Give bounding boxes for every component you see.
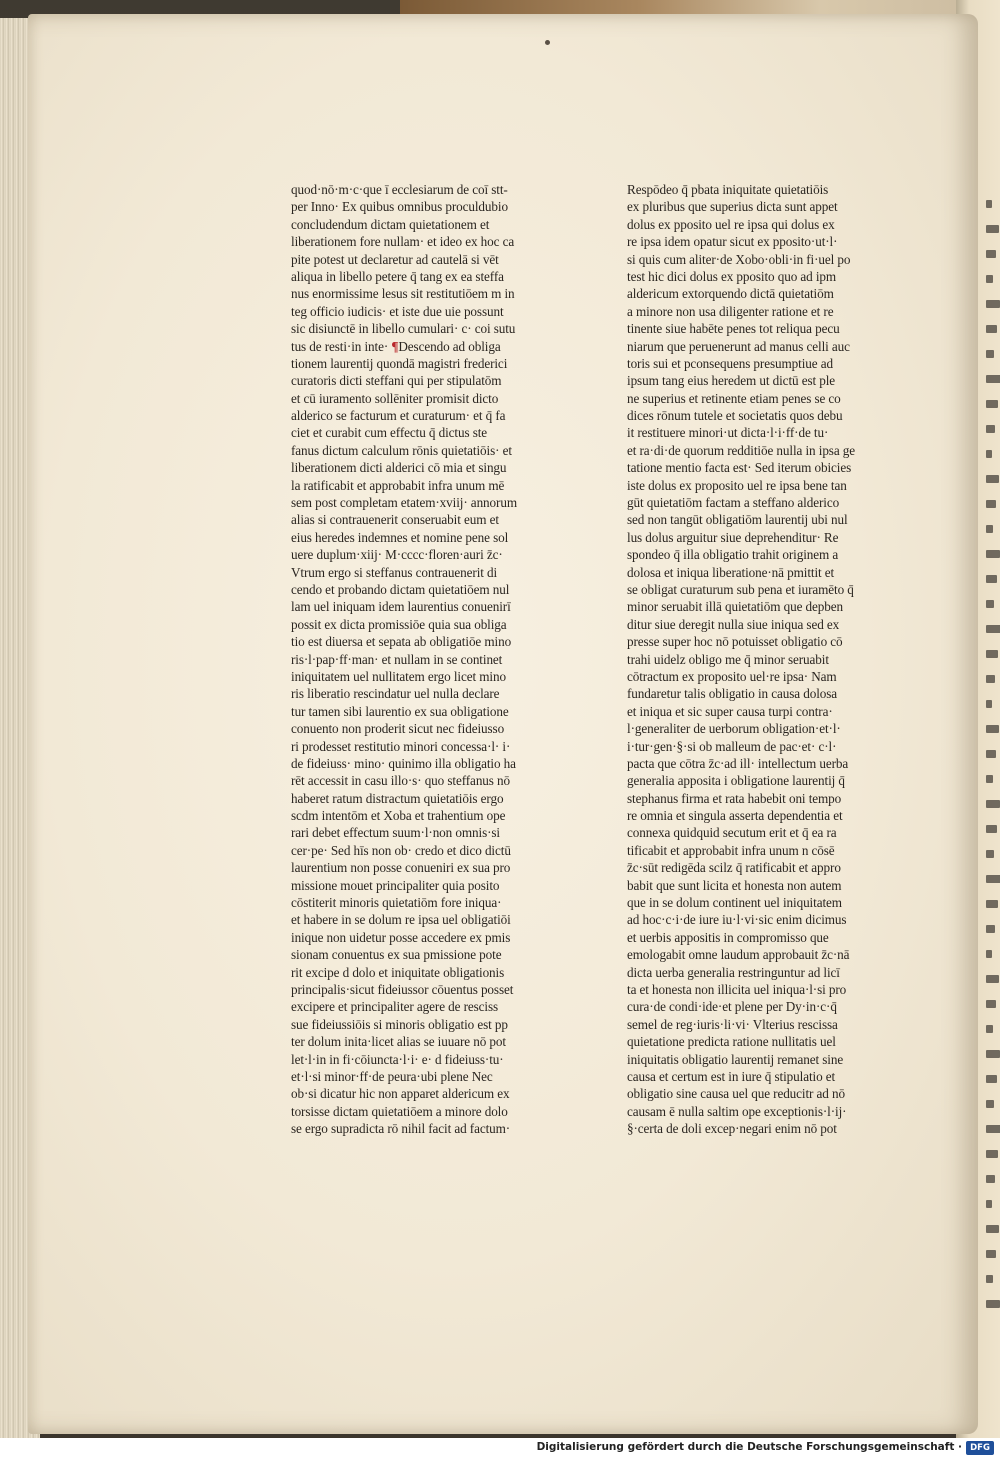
text-line (291, 529, 541, 546)
adjacent-page-text-fragment (986, 800, 1000, 808)
line-text: z̄c·sūt redigēda scilz q̄ ratificabit et appro (627, 860, 841, 876)
text-line (291, 703, 541, 720)
text-line (291, 1068, 541, 1085)
line-text: cōtractum ex proposito uel·re ipsa· Nam (627, 668, 837, 684)
text-line (627, 1068, 881, 1085)
line-text: re omnia et singula asserta dependentia et (627, 808, 843, 824)
text-line (291, 320, 541, 337)
line-text: minor seruabit illā quietatiōm que depben (627, 599, 843, 615)
line-text: quietatione predicta ratione nullitatis uel (627, 1034, 836, 1050)
text-line (291, 198, 541, 215)
text-line (627, 407, 881, 424)
line-text: spondeo q̄ illa obligatio trahit originem a (627, 547, 839, 563)
line-text: de fideiuss· mino· quinimo illa obligatio ha (291, 755, 516, 771)
line-text: et habere in se dolum re ipsa uel obligatiōi (291, 912, 511, 928)
text-line (291, 981, 541, 998)
adjacent-page-text-fragment (986, 1025, 993, 1033)
text-line (627, 633, 881, 650)
text-line (291, 407, 541, 424)
adjacent-page-text-fragment (986, 1150, 998, 1158)
text-line (627, 981, 881, 998)
line-text: §·certa de doli excep·negari enim nō pot (627, 1121, 837, 1137)
line-text: tificabit et approbabit infra unum n cōsē (627, 842, 835, 858)
line-text: niarum que peruenerunt ad manus celli auc (627, 338, 850, 354)
line-text: si quis cum aliter·de Xobo·obli·in fi·uel po (627, 251, 851, 267)
text-line (627, 181, 881, 198)
adjacent-page-text-fragment (986, 1000, 996, 1008)
line-text: nus enormissime lesus sit restitutiōem m in (291, 286, 515, 302)
text-line (627, 911, 881, 928)
line-text: i·tur·gen·§·si ob malleum de pac·et· c·l· (627, 738, 837, 754)
text-line (291, 772, 541, 789)
text-line (627, 616, 881, 633)
line-text: tio est diuersa et sepata ab obligatiōe mino (291, 634, 512, 650)
text-line (291, 1051, 541, 1068)
line-text: ri prodesset restitutio minori concessa·l· i· (291, 738, 511, 754)
adjacent-page-text-fragment (986, 500, 996, 508)
text-line (627, 998, 881, 1015)
adjacent-page-text-fragment (986, 300, 1000, 308)
rubric-text: Descendo ad obliga (398, 338, 501, 354)
text-line (627, 268, 881, 285)
text-line (291, 494, 541, 511)
adjacent-page-text-fragment (986, 1075, 997, 1083)
line-text: pite potest ut declaretur ad cautelā si vēt (291, 251, 499, 267)
adjacent-page-text-fragment (986, 875, 1000, 883)
adjacent-page-text-fragment (986, 550, 1000, 558)
line-text: ter dolum inita·licet alias se iuuare nō pot (291, 1034, 506, 1050)
text-line (627, 651, 881, 668)
line-text: l·generaliter de uerborum obligation·et·l· (627, 721, 841, 737)
adjacent-page-text-fragment (986, 750, 996, 758)
text-line (291, 251, 541, 268)
line-text: rit excipe d dolo et iniquitate obligationis (291, 964, 505, 980)
text-line (627, 216, 881, 233)
adjacent-page-text-fragment (986, 975, 999, 983)
line-text: per Inno· Ex quibus omnibus proculdubio (291, 199, 508, 215)
line-text: sem post completam etatem·xviij· annorum (291, 495, 517, 511)
line-text: liberationem fore nullam· et ideo ex hoc ca (291, 234, 515, 250)
line-text: tur tamen sibi laurentio ex sua obligatione (291, 703, 509, 719)
line-text: la ratificabit et approbabit infra unum mē (291, 477, 505, 493)
line-text: iniquitatem uel nullitatem ergo licet mino (291, 668, 506, 684)
line-text: et uerbis appositis in compromisso que (627, 929, 829, 945)
adjacent-page-text-fragment (986, 525, 993, 533)
text-line (291, 268, 541, 285)
text-line (291, 859, 541, 876)
text-line (291, 459, 541, 476)
line-text: emologabit omne laudum approbauit z̄c·nā (627, 947, 850, 963)
text-line (627, 372, 881, 389)
line-text: semel de reg·iuris·li·vi· Vlterius rescissa (627, 1016, 838, 1032)
text-line (291, 338, 541, 355)
text-line (291, 216, 541, 233)
line-text: a minore non usa diligenter ratione et re (627, 303, 834, 319)
line-text: alias si contrauenerit conseruabit eum et (291, 512, 499, 528)
adjacent-page-text-fragment (986, 250, 996, 258)
line-text: et cū iuramento sollēniter promisit dicto (291, 390, 499, 406)
text-line (627, 320, 881, 337)
text-line (291, 998, 541, 1015)
adjacent-page-text-fragment (986, 600, 994, 608)
adjacent-page-text-fragment (986, 450, 992, 458)
line-text: concludendum dictam quietationem et (291, 216, 490, 232)
adjacent-page-text-fragment (986, 425, 995, 433)
line-text: toris sui et pconsequens presumptiue ad (627, 355, 833, 371)
line-text: dices rōnum tutele et societatis quos debu (627, 408, 843, 424)
line-text: fanus dictum calculum rōnis quietatiōis· et (291, 442, 512, 458)
line-text: Respōdeo q̄ pbata iniquitate quietatiōis (627, 182, 829, 197)
text-line (627, 807, 881, 824)
text-line (627, 546, 881, 563)
line-text: sic disiunctē in libello cumulari· c· coi sutu (291, 321, 516, 337)
line-text: ris·l·pap·ff·man· et nullam in se continet (291, 651, 503, 667)
text-line (291, 355, 541, 372)
line-text: generalia apposita i obligatione laurentij q̄ (627, 773, 845, 789)
line-text: inique non uidetur posse accedere ex pmis (291, 929, 511, 945)
text-line (627, 233, 881, 250)
text-line (627, 668, 881, 685)
text-line (291, 894, 541, 911)
funding-notice: Digitalisierung gefördert durch die Deutsche Forschungsgemeinschaft · (536, 1441, 962, 1453)
text-line (627, 1103, 881, 1120)
text-line (291, 511, 541, 528)
line-text: iste dolus ex proposito uel re ipsa bene tan (627, 477, 847, 493)
adjacent-page-text-fragment (986, 1125, 1000, 1133)
line-text: liberationem dicti alderici cō mia et singu (291, 460, 507, 476)
line-text: obligatio sine causa uel que reducitr ad nō (627, 1086, 845, 1102)
text-line (291, 303, 541, 320)
text-line (627, 929, 881, 946)
text-line (627, 824, 881, 841)
adjacent-page-text-fragment (986, 825, 997, 833)
text-line (291, 616, 541, 633)
line-text: gūt quietatiōm factam a steffano alderico (627, 495, 840, 511)
line-text: ad hoc·c·i·de iure iu·l·vi·sic enim dicimus (627, 912, 847, 928)
text-line (627, 685, 881, 702)
line-text: que in se dolum continent uel iniquitatem (627, 895, 842, 911)
text-line (291, 929, 541, 946)
line-text: babit que sunt licita et honesta non autem (627, 877, 842, 893)
text-line (291, 233, 541, 250)
text-line (291, 442, 541, 459)
line-text: test hic dici dolus ex pposito quo ad ipm (627, 268, 837, 284)
line-text: ciet et curabit cum effectu q̄ dictus ste (291, 425, 488, 441)
text-line (291, 285, 541, 302)
line-text: lus dolus arguitur siue deprehenditur· Re (627, 529, 839, 545)
line-text: tinente siue habēte penes tot reliqua pecu (627, 321, 840, 337)
adjacent-page-text-fragment (986, 950, 992, 958)
line-text: ipsum tang eius heredem ut dictū est ple (627, 373, 836, 389)
line-text: dolosa et iniqua liberatione·nā pmittit et (627, 564, 835, 580)
text-line (291, 911, 541, 928)
text-line (291, 633, 541, 650)
line-text: ne superius et retinente etiam penes se co (627, 390, 841, 406)
line-text: principalis·sicut fideiussor cōuentus posset (291, 981, 514, 997)
adjacent-page-text-fragment (986, 1100, 994, 1108)
line-text: se ergo supradicta rō nihil facit ad factum· (291, 1121, 511, 1137)
adjacent-page-text-fragment (986, 925, 995, 933)
text-line (627, 842, 881, 859)
text-line (291, 946, 541, 963)
line-text: trahi uidelz obligo me q̄ minor seruabit (627, 651, 829, 667)
adjacent-page-text-fragment (986, 675, 995, 683)
text-line (291, 685, 541, 702)
line-text: causa et certum est in iure q̄ stipulatio et (627, 1068, 836, 1084)
text-line (627, 598, 881, 615)
line-text: cendo et probando dictam quietatiōem nul (291, 581, 510, 597)
text-line (627, 1085, 881, 1102)
text-line (627, 390, 881, 407)
adjacent-page-text-fragment (986, 725, 999, 733)
page-mark (545, 40, 550, 45)
dfg-logo-icon: DFG (966, 1441, 994, 1455)
adjacent-page-text-fragment (986, 650, 998, 658)
text-line (627, 859, 881, 876)
line-text: uere duplum·xiij· M·cccc·floren·auri z̄c· (291, 547, 503, 563)
adjacent-page-text-fragment (986, 1050, 1000, 1058)
line-text: cura·de condi·ide·et plene per Dy·in·c·q̄ (627, 999, 837, 1015)
text-line (291, 1085, 541, 1102)
text-line (627, 564, 881, 581)
line-text: dolus ex pposito uel re ipsa qui dolus ex (627, 216, 835, 232)
text-line (291, 738, 541, 755)
text-line (627, 338, 881, 355)
text-line (291, 1120, 541, 1137)
text-line (291, 1033, 541, 1050)
adjacent-page-text-fragment (986, 400, 998, 408)
paragraph-mark-icon: ¶ (388, 338, 399, 354)
text-line (627, 494, 881, 511)
text-line (627, 424, 881, 441)
text-line (291, 668, 541, 685)
line-text: aldericum extorquendo dictā quietatiōm (627, 286, 834, 302)
line-text: dicta uerba generalia restringuntur ad licī (627, 964, 840, 980)
text-line (627, 790, 881, 807)
line-text: haberet ratum distractum quietatiōis ergo (291, 790, 504, 806)
left-text-column (291, 181, 541, 1137)
line-text: cer·pe· Sed hīs non ob· credo et dico dictū (291, 842, 511, 858)
right-text-column (627, 181, 881, 1137)
text-line (291, 564, 541, 581)
text-line (291, 755, 541, 772)
adjacent-page-text-fragment (986, 850, 994, 858)
line-text: scdm intentōm et Xoba et trahentium ope (291, 808, 506, 824)
text-line (627, 477, 881, 494)
adjacent-page-text-fragment (986, 1250, 996, 1258)
text-line (627, 703, 881, 720)
line-text: cōstiterit minoris quietatiōm fore iniqua· (291, 895, 502, 911)
text-line (291, 390, 541, 407)
line-text: tionem laurentij quondā magistri frederici (291, 355, 508, 371)
line-text: eius heredes indemnes et nomine pene sol (291, 529, 509, 545)
text-line (291, 372, 541, 389)
adjacent-page-text-fragment (986, 225, 999, 233)
line-text: se obligat curaturum sub pena et iuramēto q̄ (627, 581, 854, 597)
text-line (291, 424, 541, 441)
adjacent-page-text-fragment (986, 775, 993, 783)
line-text: sue fideiussiōis si minoris obligatio est pp (291, 1016, 508, 1032)
line-text: it restituere minori·ut dicta·l·i·ff·de tu· (627, 425, 829, 441)
line-text: quod·nō·m·c·que ī ecclesiarum de coī stt- (291, 182, 508, 197)
text-line (627, 355, 881, 372)
line-text: sionam conuentus ex sua pmissione pote (291, 947, 502, 963)
line-text: aliqua in libello petere q̄ tang ex ea steffa (291, 268, 504, 284)
line-text: let·l·in in fi·cōiuncta·l·i· e· d fideiuss·tu· (291, 1051, 504, 1067)
line-text: presse super hoc nō potuisset obligatio cō (627, 634, 843, 650)
line-text: pacta que cōtra z̄c·ad ill· intellectum uerba (627, 755, 849, 771)
line-text: curatoris dicti steffani qui per stipulatōm (291, 373, 502, 389)
line-text: tatione mentio facta est· Sed iterum obicies (627, 460, 852, 476)
text-line (627, 303, 881, 320)
text-line (627, 1016, 881, 1033)
text-line (627, 772, 881, 789)
line-text: lam uel iniquam idem laurentius conuenirī (291, 599, 511, 615)
line-text: fundaretur talis obligatio in causa dolosa (627, 686, 838, 702)
line-text: torsisse dictam quietatiōem a minore dolo (291, 1103, 508, 1119)
adjacent-page-text-fragment (986, 350, 994, 358)
line-text: ob·si dicatur hic non apparet aldericum ex (291, 1086, 510, 1102)
line-text: excipere et principaliter agere de resciss (291, 999, 499, 1015)
line-text: conuento non proderit sicut nec fideiusso (291, 721, 505, 737)
text-line (627, 964, 881, 981)
line-text: alderico se facturum et curaturum· et q̄ fa (291, 408, 506, 424)
text-line (627, 946, 881, 963)
line-text: connexa quidquid secutum erit et q̄ ea ra (627, 825, 837, 841)
line-text: sed non tangūt obligatiōm laurentij ubi nul (627, 512, 848, 528)
text-line (291, 1016, 541, 1033)
adjacent-page-text-fragment (986, 1275, 993, 1283)
text-line (627, 511, 881, 528)
text-line (291, 477, 541, 494)
text-line (627, 877, 881, 894)
adjacent-page-text-fragment (986, 1200, 992, 1208)
adjacent-page-text-fragment (986, 900, 998, 908)
text-line (627, 529, 881, 546)
text-line (627, 251, 881, 268)
text-line (291, 546, 541, 563)
line-text: et iniqua et sic super causa turpi contra· (627, 703, 833, 719)
line-text: ta et honesta non illicita uel iniqua·l·si pro (627, 981, 847, 997)
text-line (627, 285, 881, 302)
text-line (627, 581, 881, 598)
line-text: rēt accessit in casu illo·s· quo steffanus nō (291, 773, 511, 789)
adjacent-page-text-fragment (986, 325, 997, 333)
adjacent-page-text-fragment (986, 575, 997, 583)
adjacent-page-text-fragment (986, 625, 1000, 633)
line-text: possit ex dicta promissiōe quia sua obliga (291, 616, 507, 632)
line-text: re ipsa idem opatur sicut ex pposito·ut·l· (627, 234, 838, 250)
text-line (291, 181, 541, 198)
text-line (627, 442, 881, 459)
adjacent-page-text-fragment (986, 375, 1000, 383)
adjacent-page-text-fragment (986, 475, 999, 483)
text-line (291, 790, 541, 807)
text-line (627, 1051, 881, 1068)
text-line (291, 877, 541, 894)
line-text: Vtrum ergo si steffanus contrauenerit di (291, 564, 498, 580)
adjacent-page-text-fragment (986, 700, 992, 708)
line-text: rari debet effectum suum·l·non omnis·si (291, 825, 500, 841)
text-line (627, 894, 881, 911)
text-line (627, 459, 881, 476)
text-line (291, 807, 541, 824)
line-text: ris liberatio rescindatur uel nulla declare (291, 686, 500, 702)
line-text: ditur siue deregit nulla siue iniqua sed ex (627, 616, 840, 632)
line-text: missione mouet principaliter quia posito (291, 877, 500, 893)
text-line (291, 651, 541, 668)
adjacent-page-text-fragment (986, 275, 993, 283)
line-text: causam ē nulla saltim ope exceptionis·l·ij· (627, 1103, 847, 1119)
text-line (291, 720, 541, 737)
line-text: tus de resti·in inte· (291, 338, 389, 354)
text-line (627, 1120, 881, 1137)
text-line (291, 824, 541, 841)
text-line (291, 598, 541, 615)
text-line (291, 842, 541, 859)
adjacent-page-text-fragment (986, 1225, 999, 1233)
line-text: laurentium non posse conueniri ex sua pro (291, 860, 511, 876)
line-text: ex pluribus que superius dicta sunt appet (627, 199, 838, 215)
text-line (291, 581, 541, 598)
text-line (627, 755, 881, 772)
text-line (291, 1103, 541, 1120)
adjacent-page-text-fragment (986, 1300, 1000, 1308)
text-line (627, 738, 881, 755)
text-line (627, 198, 881, 215)
line-text: iniquitatis obligatio laurentij remanet sine (627, 1051, 844, 1067)
footer-bar (0, 1438, 1000, 1458)
adjacent-page-text-fragment (986, 1175, 995, 1183)
text-line (627, 720, 881, 737)
line-text: et·l·si minor·ff·de peura·ubi plene Nec (291, 1068, 493, 1084)
adjacent-page-text-fragment (986, 200, 992, 208)
line-text: teg officio iudicis· et iste due uie possunt (291, 303, 504, 319)
line-text: et ra·di·de quorum redditiōe nulla in ipsa ge (627, 442, 856, 458)
text-line (291, 964, 541, 981)
line-text: stephanus firma et rata habebit oni tempo (627, 790, 842, 806)
text-line (627, 1033, 881, 1050)
